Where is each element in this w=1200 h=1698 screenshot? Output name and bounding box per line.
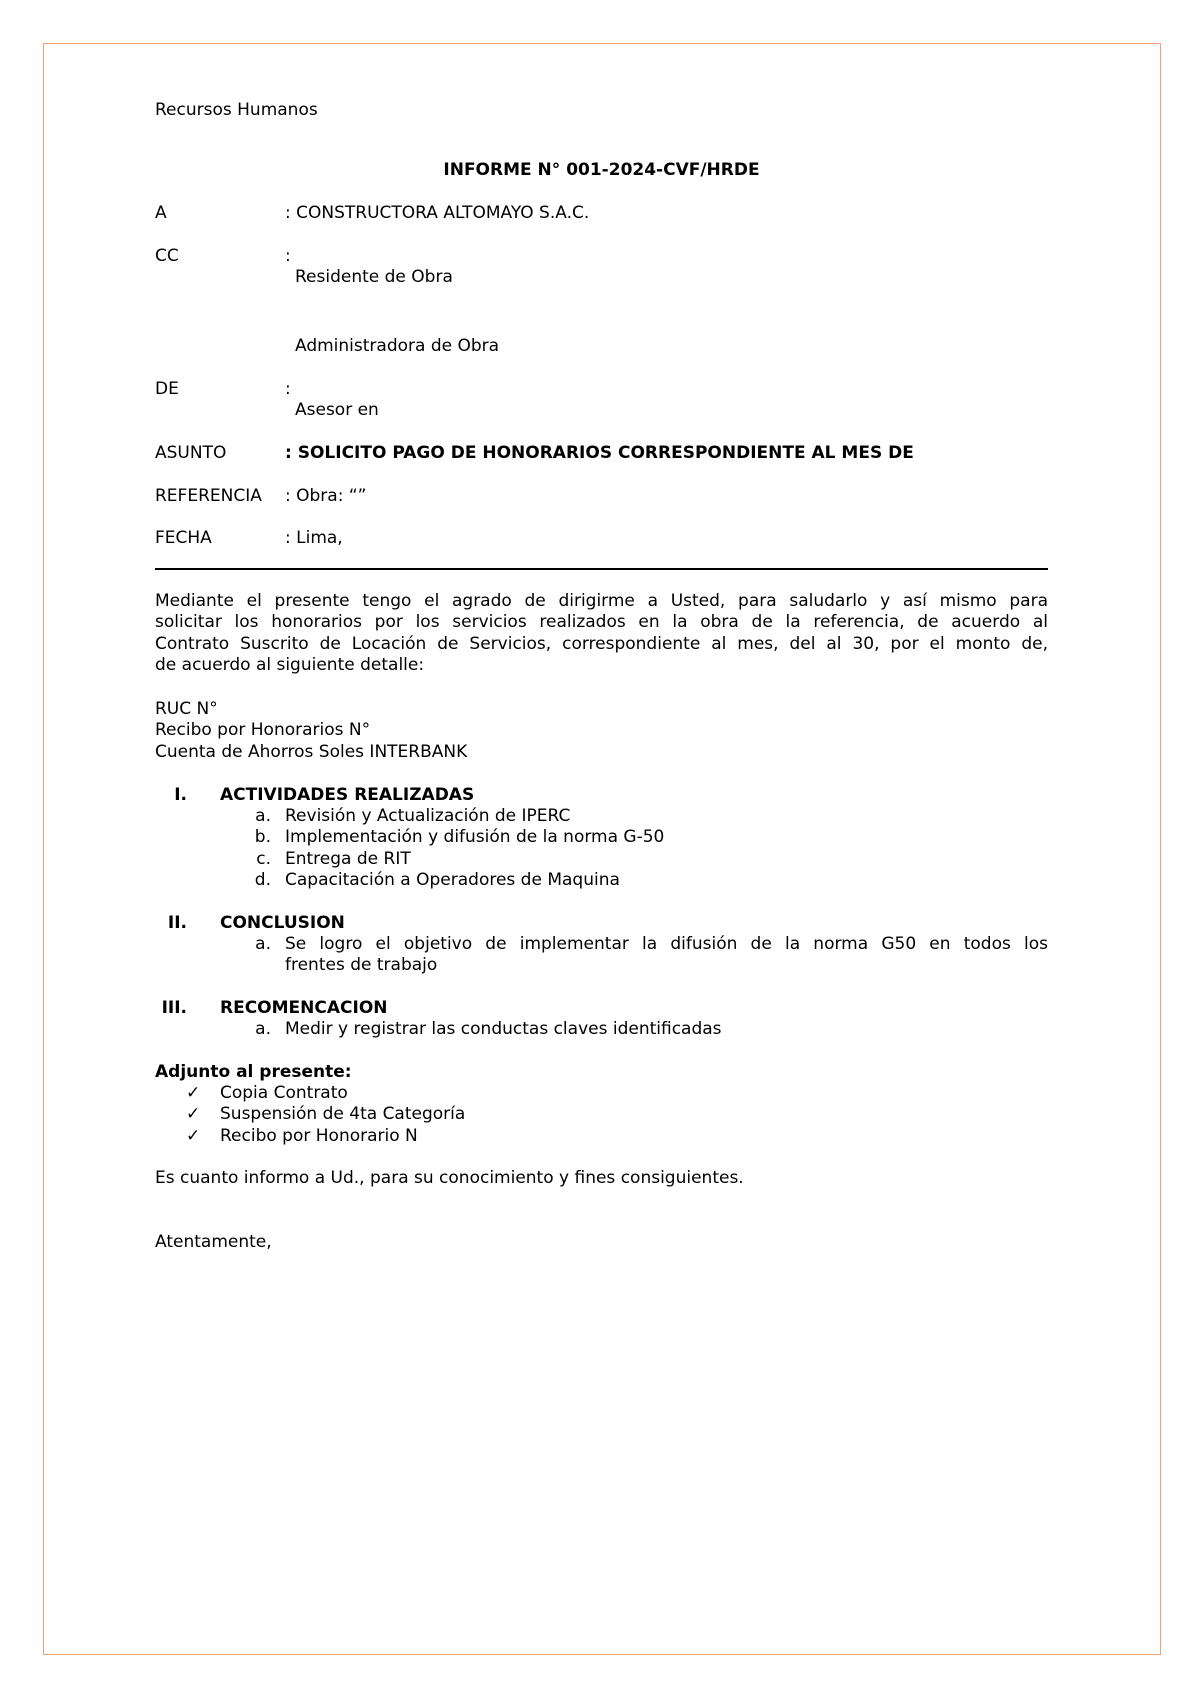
- report-title: INFORME N° 001-2024-CVF/HRDE: [443, 160, 760, 180]
- de-label: DE: [155, 379, 179, 399]
- list-item-letter: b.: [254, 827, 271, 847]
- section-number: III.: [161, 998, 187, 1018]
- a-label: A: [155, 203, 167, 223]
- section-title-recomendacion: RECOMENCACION: [220, 998, 388, 1018]
- cc-value-administradora: Administradora de Obra: [295, 336, 500, 356]
- asunto-label: ASUNTO: [155, 443, 227, 463]
- de-colon: :: [285, 379, 291, 399]
- section-title-actividades: ACTIVIDADES REALIZADAS: [220, 785, 475, 805]
- list-item: Implementación y difusión de la norma G-50: [285, 827, 665, 847]
- recibo-line: Recibo por Honorarios N°: [155, 720, 371, 740]
- paragraph-line: de acuerdo al siguiente detalle:: [155, 654, 425, 675]
- closing-sentence: Es cuanto informo a Ud., para su conocimiento y fines consiguientes.: [155, 1168, 744, 1188]
- list-item: Revisión y Actualización de IPERC: [285, 806, 571, 826]
- list-item-continuation: frentes de trabajo: [285, 955, 438, 975]
- cc-colon: :: [285, 246, 291, 266]
- referencia-value: : Obra: “”: [285, 486, 367, 506]
- attachment-item: Suspensión de 4ta Categoría: [220, 1104, 466, 1124]
- section-number: II.: [167, 913, 187, 933]
- paragraph-line: Mediante el presente tengo el agrado de dirigirme a Usted, para saludarlo y así mismo para: [155, 591, 1048, 611]
- attachment-item: Copia Contrato: [220, 1083, 348, 1103]
- list-item-letter: a.: [255, 934, 271, 954]
- paragraph-line: Contrato Suscrito de Locación de Servicios, correspondiente al mes, del al 30, por el monto de,: [155, 633, 1048, 654]
- list-item: Se logro el objetivo de implementar la difusión de la norma G50 en todos los: [285, 934, 1048, 954]
- list-item-letter: d.: [254, 870, 271, 890]
- a-value: : CONSTRUCTORA ALTOMAYO S.A.C.: [285, 203, 590, 223]
- list-item-letter: c.: [256, 849, 271, 869]
- referencia-label: REFERENCIA: [155, 486, 262, 506]
- attachments-title: Adjunto al presente:: [155, 1062, 352, 1082]
- section-title-conclusion: CONCLUSION: [220, 913, 345, 933]
- asunto-value: : SOLICITO PAGO DE HONORARIOS CORRESPONDIENTE AL MES DE: [285, 443, 914, 463]
- attachment-item: Recibo por Honorario N: [220, 1126, 418, 1146]
- de-value: Asesor en: [295, 400, 379, 420]
- list-item: Entrega de RIT: [285, 849, 411, 869]
- checkmark-icon: ✓: [186, 1104, 201, 1124]
- page-border: [43, 43, 1161, 1655]
- fecha-label: FECHA: [155, 528, 212, 548]
- ruc-line: RUC N°: [155, 699, 218, 719]
- fecha-value: : Lima,: [285, 528, 343, 548]
- paragraph-line: solicitar los honorarios por los servicios realizados en la obra de la referencia, de acuerdo al: [155, 612, 1048, 633]
- section-number: I.: [174, 785, 187, 805]
- list-item: Medir y registrar las conductas claves identificadas: [285, 1019, 722, 1039]
- list-item: Capacitación a Operadores de Maquina: [285, 870, 620, 890]
- header-divider: [155, 568, 1048, 570]
- list-item-letter: a.: [255, 806, 271, 826]
- checkmark-icon: ✓: [186, 1126, 201, 1146]
- checkmark-icon: ✓: [186, 1083, 201, 1103]
- list-item-letter: a.: [255, 1019, 271, 1039]
- cc-value-residente: Residente de Obra: [295, 267, 453, 287]
- cc-label: CC: [155, 246, 179, 266]
- cuenta-line: Cuenta de Ahorros Soles INTERBANK: [155, 742, 468, 762]
- body-paragraph: [155, 591, 1048, 676]
- department-label: Recursos Humanos: [155, 100, 318, 120]
- signoff: Atentamente,: [155, 1232, 272, 1252]
